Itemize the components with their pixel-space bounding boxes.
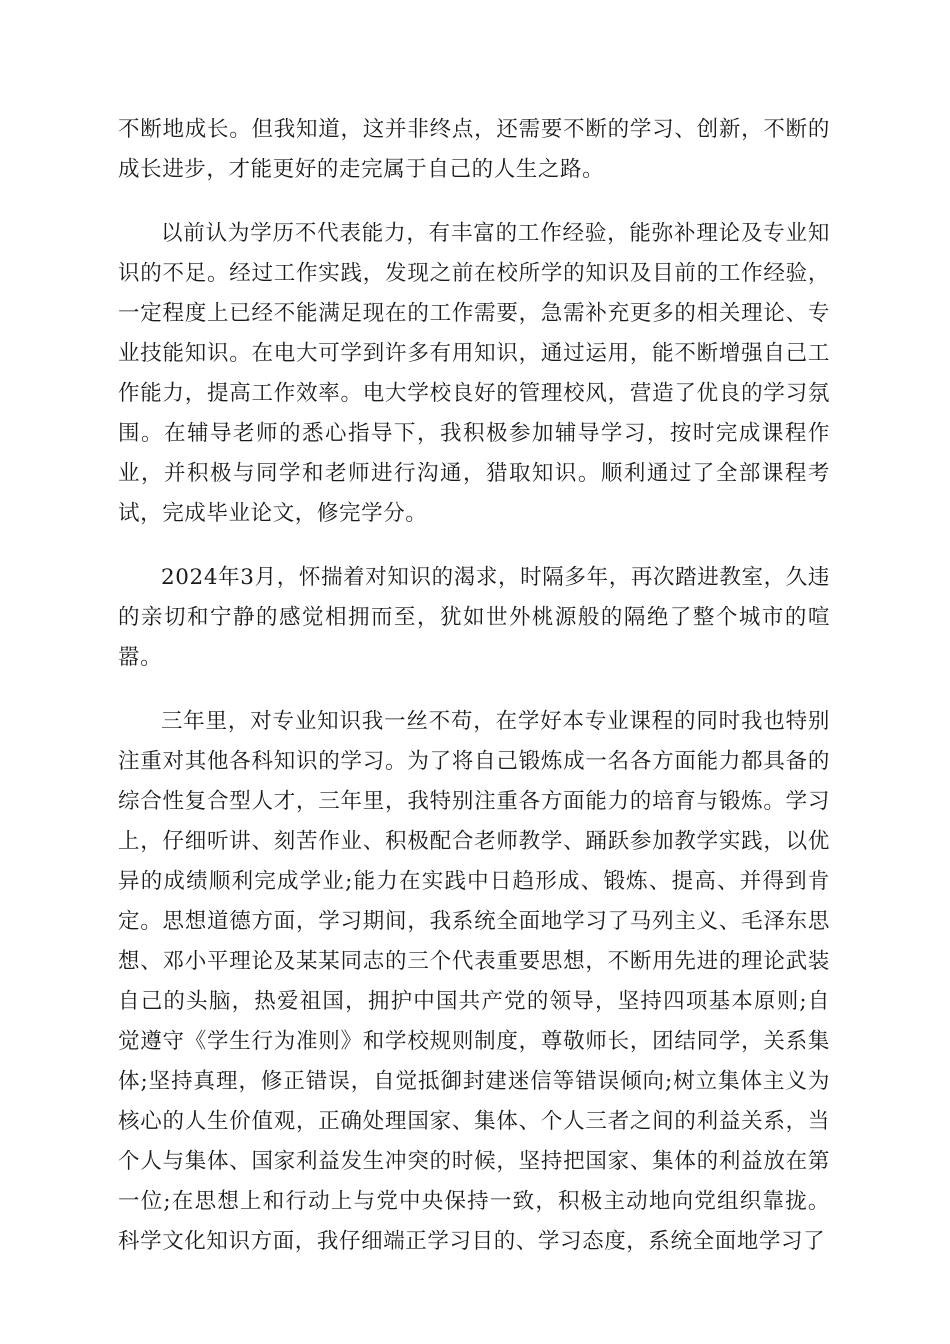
paragraph-3: 2024年3月，怀揣着对知识的渴求，时隔多年，再次踏进教室，久违的亲切和宁静的感觉相拥而至，犹如世外桃源般的隔绝了整个城市的喧嚣。	[118, 565, 830, 670]
paragraph-2: 以前认为学历不代表能力，有丰富的工作经验，能弥补理论及专业知识的不足。经过工作实践，发现之前在校所学的知识及目前的工作经验，一定程度上已经不能满足现在的工作需要，急需补充更多的相关理论、专业技能知识。在电大可学到许多有用知识，通过运用，能不断增强自己工作能力，提高工作效率。电大学校良好的管理校风，营造了优良的学习氛围。在辅导老师的悉心指导下，我积极参加辅导学习，按时完成课程作业，并积极与同学和老师进行沟通，猎取知识。顺利通过了全部课程考试，完成毕业论文，修完学分。	[118, 221, 830, 526]
paragraph-1: 不断地成长。但我知道，这并非终点，还需要不断的学习、创新，不断的成长进步，才能更好的走完属于自己的人生之路。	[118, 117, 830, 182]
document-body	[118, 110, 830, 1286]
paragraph-4: 三年里，对专业知识我一丝不苟，在学好本专业课程的同时我也特别注重对其他各科知识的学习。为了将自己锻炼成一名各方面能力都具备的综合性复合型人才，三年里，我特别注重各方面能力的培育与锻炼。学习上，仔细听讲、刻苦作业、积极配合老师教学、踊跃参加教学实践，以优异的成绩顺利完成学业;能力在实践中日趋形成、锻炼、提高、并得到肯定。思想道德方面，学习期间，我系统全面地学习了马列主义、毛泽东思想、邓小平理论及某某同志的三个代表重要思想，不断用先进的理论武装自己的头脑，热爱祖国，拥护中国共产党的领导，坚持四项基本原则;自觉遵守《学生行为准则》和学校规则制度，尊敬师长，团结同学，关系集体;坚持真理，修正错误，自觉抵御封建迷信等错误倾向;树立集体主义为核心的人生价值观，正确处理国家、集体、个人三者之间的利益关系，当个人与集体、国家利益发生冲突的时候，坚持把国家、集体的利益放在第一位;在思想上和行动上与党中央保持一致，积极主动地向党组织靠拢。科学文化知识方面，我仔细端正学习目的、学习态度，系统全面地学习了	[118, 709, 830, 1254]
